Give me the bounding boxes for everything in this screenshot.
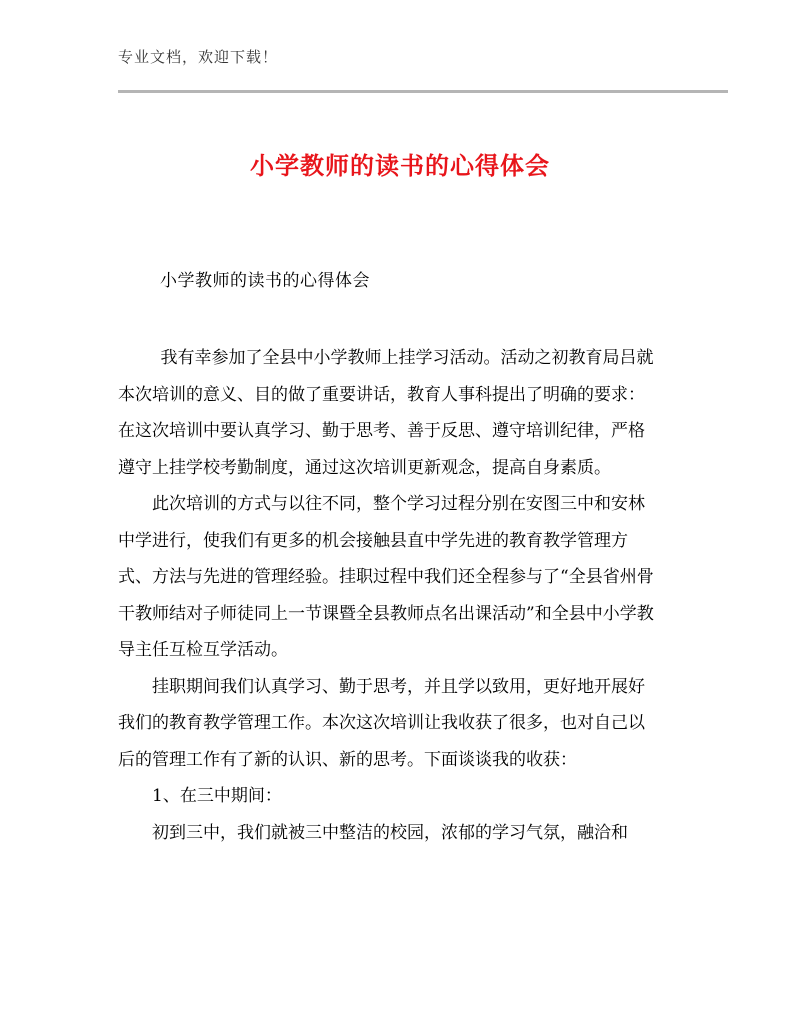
paragraph: 初到三中，我们就被三中整洁的校园，浓郁的学习气氛，融洽和	[152, 822, 628, 843]
document-subtitle: 小学教师的读书的心得体会	[160, 271, 370, 291]
section-heading: 1、在三中期间：	[152, 786, 282, 806]
paragraph: 挂职期间我们认真学习、勤于思考，并且学以致用，更好地开展好我们的教育教学管理工作。本次这次培训让我收获了很多，也对自己以后的管理工作有了新的认识、新的思考。下面谈谈我的收获：	[118, 676, 645, 770]
paragraph: 此次培训的方式与以往不同，整个学习过程分别在安图三中和安林中学进行，使我们有更多的机会接触县直中学先进的教育教学管理方式、方法与先进的管理经验。挂职过程中我们还全程参与了“全县省州骨干教师结对子师徒同上一节课暨全县教师点名出课活动”和全县中小学教导主任互检互学活动。	[118, 494, 654, 660]
page-header-text: 专业文档，欢迎下载！	[118, 48, 279, 66]
header-divider	[118, 90, 728, 93]
document-body	[118, 340, 658, 851]
document-title: 小学教师的读书的心得体会	[250, 152, 550, 180]
paragraph: 我有幸参加了全县中小学教师上挂学习活动。活动之初教育局吕就本次培训的意义、目的做了重要讲话，教育人事科提出了明确的要求：在这次培训中要认真学习、勤于思考、善于反思、遵守培训纪律，严格遵守上挂学校考勤制度，通过这次培训更新观念，提高自身素质。	[118, 348, 654, 478]
